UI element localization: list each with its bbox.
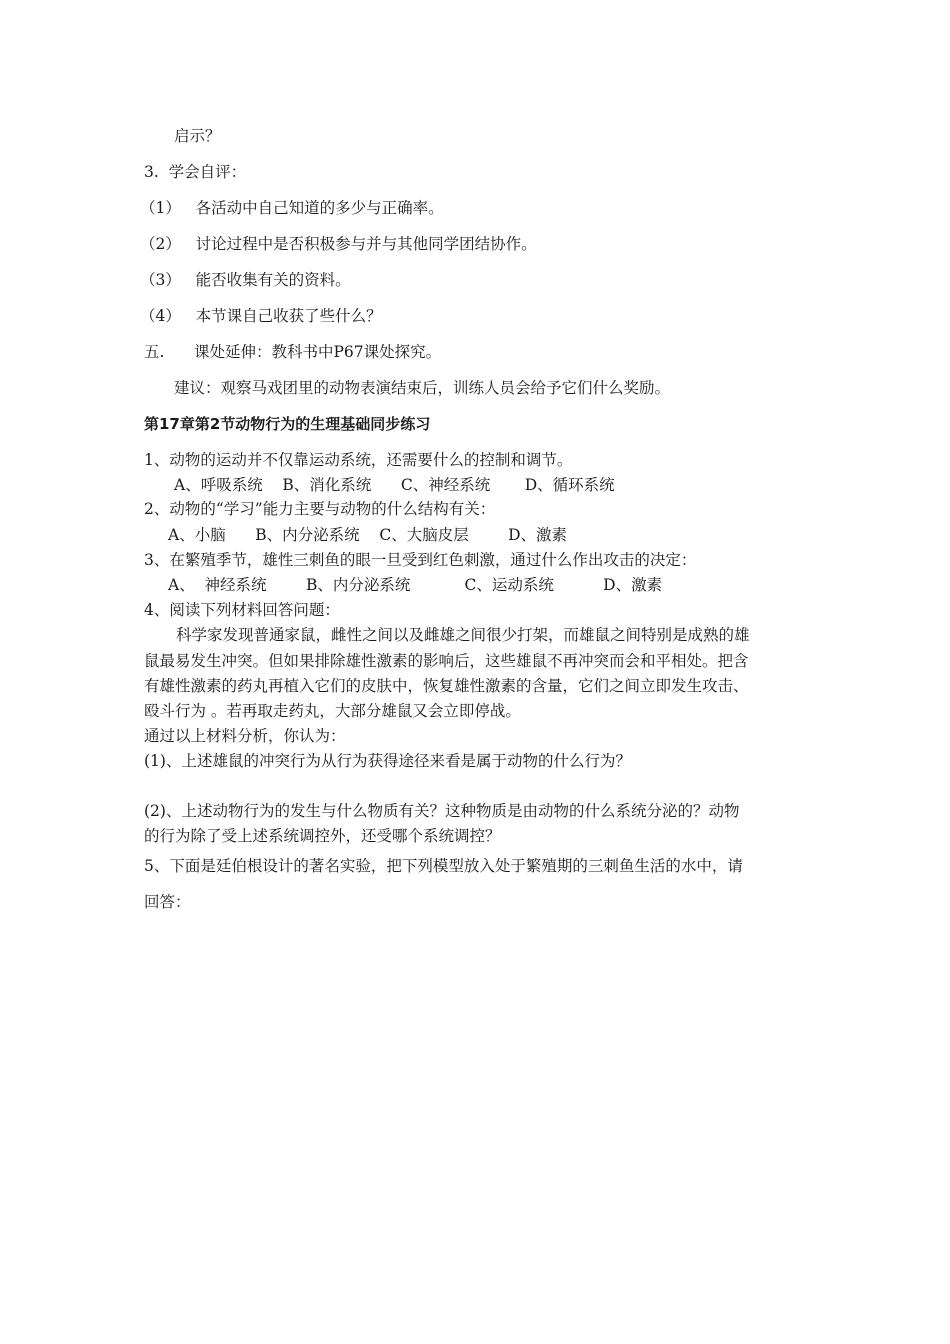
question-1: 1、动物的运动并不仅靠运动系统，还需要什么的控制和调节。 bbox=[144, 451, 573, 469]
paragraph-line: 科学家发现普通家鼠，雌性之间以及雌雄之间很少打架，而雄鼠之间特别是成熟的雄 bbox=[176, 626, 750, 644]
section-heading: 3. 学会自评： bbox=[144, 163, 247, 181]
list-item: （4） 本节课自己收获了些什么？ bbox=[140, 307, 382, 325]
sub-question-1: (1)、上述雄鼠的冲突行为从行为获得途径来看是属于动物的什么行为？ bbox=[144, 752, 631, 770]
paragraph-line: 有雄性激素的药丸再植入它们的皮肤中，恢复雄性激素的含量，它们之间立即发生攻击、 bbox=[144, 677, 749, 695]
question-5-cont: 回答： bbox=[144, 893, 191, 911]
question-3-options: A、 神经系统 B、内分泌系统 C、运动系统 D、激素 bbox=[168, 576, 663, 594]
list-item: （2） 讨论过程中是否积极参与并与其他同学团结协作。 bbox=[140, 235, 537, 253]
paragraph-line: 殴斗行为 。若再取走药丸，大部分雄鼠又会立即停战。 bbox=[144, 702, 521, 720]
question-4: 4、阅读下列材料回答问题： bbox=[144, 601, 340, 619]
paragraph-line: 鼠最易发生冲突。但如果排除雄性激素的影响后，这些雄鼠不再冲突而会和平相处。把含 bbox=[144, 652, 749, 670]
text-line: 建议：观察马戏团里的动物表演结束后，训练人员会给予它们什么奖励。 bbox=[174, 379, 671, 397]
question-1-options: A、呼吸系统 B、消化系统 C、神经系统 D、循环系统 bbox=[174, 476, 615, 494]
sub-question-2: (2)、上述动物行为的发生与什么物质有关？这种物质是由动物的什么系统分泌的？动物 bbox=[144, 802, 740, 820]
question-2-options: A、小脑 B、内分泌系统 C、大脑皮层 D、激素 bbox=[168, 526, 568, 544]
exercise-title: 第17章第2节动物行为的生理基础同步练习 bbox=[144, 415, 431, 433]
paragraph-line: 通过以上材料分析，你认为： bbox=[144, 727, 346, 745]
question-2: 2、动物的“学习”能力主要与动物的什么结构有关： bbox=[144, 500, 496, 518]
question-5: 5、下面是廷伯根设计的著名实验，把下列模型放入处于繁殖期的三刺鱼生活的水中，请 bbox=[144, 857, 743, 875]
list-item: （3） 能否收集有关的资料。 bbox=[140, 271, 351, 289]
question-3: 3、在繁殖季节，雄性三刺鱼的眼一旦受到红色刺激，通过什么作出攻击的决定： bbox=[144, 551, 697, 569]
list-item: （1） 各活动中自己知道的多少与正确率。 bbox=[140, 199, 444, 217]
sub-question-2-cont: 的行为除了受上述系统调控外，还受哪个系统调控？ bbox=[144, 827, 501, 845]
text-line: 启示？ bbox=[174, 127, 221, 145]
section-heading: 五. 课处延伸：教科书中P67课处探究。 bbox=[144, 343, 442, 361]
